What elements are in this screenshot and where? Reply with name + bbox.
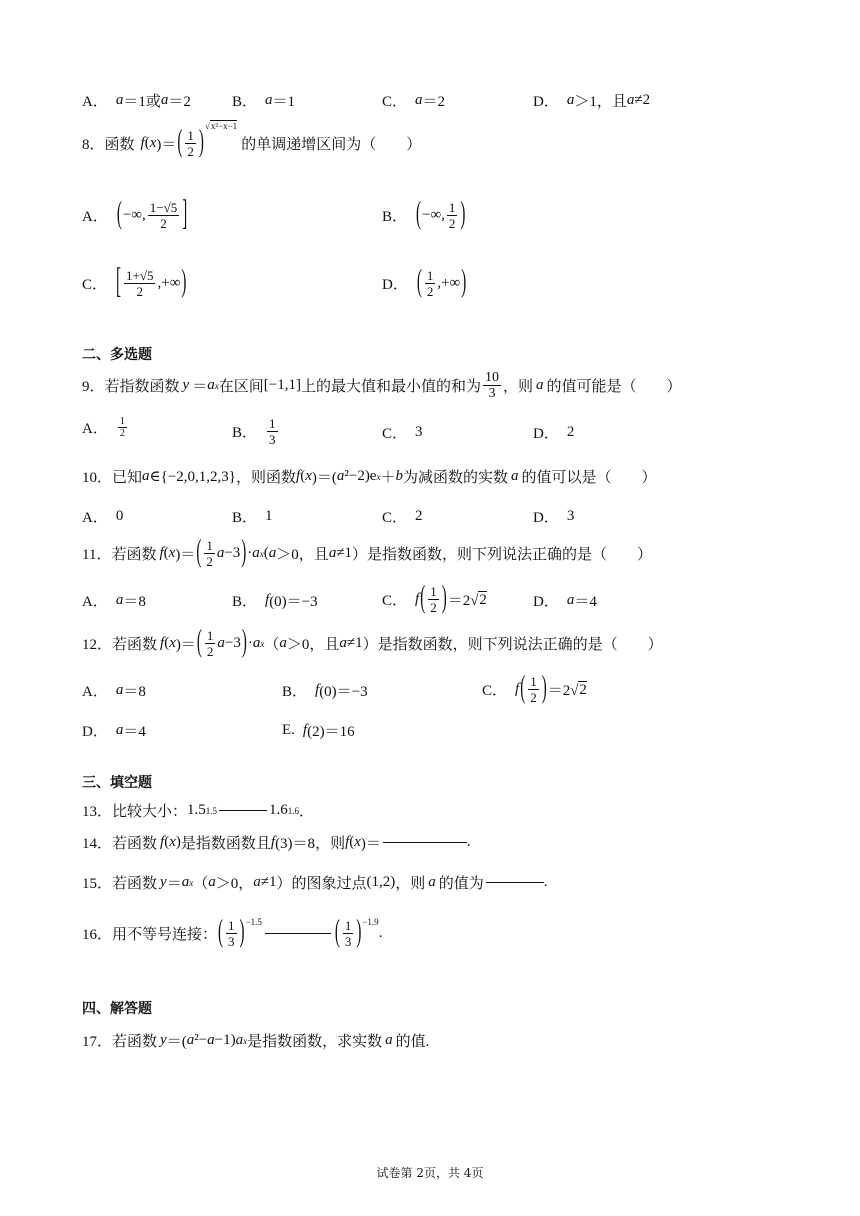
q7-option-c: C． a ＝2	[382, 92, 446, 110]
q10-option-c: C． 2	[382, 508, 423, 526]
q11-stem: 11． 若函数 f ( x )＝ ( $\frac{1}{2}$ a −3 ) · a x ( a ＞0 ，且 a ≠1 ）是指数函数，则下列说法正确的是（ ）	[82, 535, 653, 570]
q9-stem: 9． 若指数函数 y ＝ a x 在区间 [−1,1] 上的最大值和最小值的和为 $\frac{10}{3}$ ，则 a 的值可能是（ ）	[82, 370, 682, 401]
q10-stem: 10． 已知 a ∈{−2,0,1,2,3} ，则函数 f ( x )＝( a ²−2)e x ＋ b 为减函数的实数 a 的值可以是（ ）	[82, 468, 657, 486]
q12-option-c: C． f ( $\frac{1}{2}$ ) ＝2√ 2	[482, 671, 587, 706]
q11-option-d: D． a ＝4	[533, 592, 597, 610]
q8-option-a: A． ( −∞, $\frac{1-√5}{2}$ ]	[82, 195, 188, 234]
q13-stem: 13． 比较大小： 1.5 1.5 1.6 1.6 ．	[82, 802, 315, 820]
q9-option-a: A． $\frac{1}{2}$	[82, 416, 125, 439]
q14-stem: 14． 若函数 f ( x ) 是指数函数且 f (3)＝8 ，则 f ( x )＝ .	[82, 834, 471, 852]
q8-option-c: C． [ $\frac{1+√5}{2}$ ,+∞ )	[82, 263, 187, 302]
q10-option-d: D． 3	[533, 508, 575, 526]
q11-option-b: B． f (0)＝−3	[232, 592, 318, 610]
q10-option-a: A． 0	[82, 508, 124, 526]
q7-option-a: A． a ＝1或 a ＝2	[82, 92, 191, 110]
q12-stem: 12． 若函数 f ( x )＝ ( $\frac{1}{2}$ a −3 ) · a x （ a ＞0 ，且 a ≠1 ）是指数函数，则下列说法正确的是（ ）	[82, 625, 663, 660]
q11-option-a: A． a ＝8	[82, 592, 146, 610]
q9-option-c: C． 3	[382, 424, 423, 442]
q8-stem: 8． 函数 f ( x )＝ ( $\frac{1}{2}$ ) √x²−x−1 的单调递增区间为（ ）	[82, 120, 422, 160]
section-fill-blank-heading: 三、填空题	[82, 775, 152, 791]
section-answer-heading: 四、解答题	[82, 1001, 152, 1017]
q12-option-e: E. f (2)＝16	[282, 722, 355, 740]
q16-stem: 16． 用不等号连接： ( $\frac{1}{3}$ ) $^{-1.5}$ ( $\frac{1}{3}$ ) $^{-1.9}$ .	[82, 915, 383, 950]
q15-stem: 15． 若函数 y ＝ a x （ a ＞0 ， a ≠1 ）的图象过点 (1,2) ，则 a 的值为 .	[82, 874, 548, 892]
q8-option-b: B． ( −∞, $\frac{1}{2}$ )	[382, 197, 466, 232]
q7-option-b: B． a ＝1	[232, 92, 296, 110]
q8-option-d: D． ( $\frac{1}{2}$ ,+∞ )	[382, 265, 467, 300]
q12-option-a: A． a ＝8	[82, 682, 146, 700]
q12-option-b: B． f (0)＝−3	[282, 682, 368, 700]
q12-option-d: D． a ＝4	[82, 722, 146, 740]
q9-option-d: D． 2	[533, 424, 575, 442]
q7-option-d: D． a ＞1，且 a ≠2	[533, 92, 651, 110]
q11-option-c: C． f ( $\frac{1}{2}$ ) ＝2√ 2	[382, 581, 487, 616]
page-footer: 试卷第 2页，共 4页	[376, 1166, 484, 1180]
q17-stem: 17． 若函数 y ＝( a ²− a −1) a x 是指数函数，求实数 a 的值.	[82, 1032, 430, 1050]
q10-option-b: B． 1	[232, 508, 273, 526]
section-multiple-choice-heading: 二、多选题	[82, 347, 152, 363]
q9-option-b: B． $\frac{1}{3}$	[232, 416, 276, 447]
